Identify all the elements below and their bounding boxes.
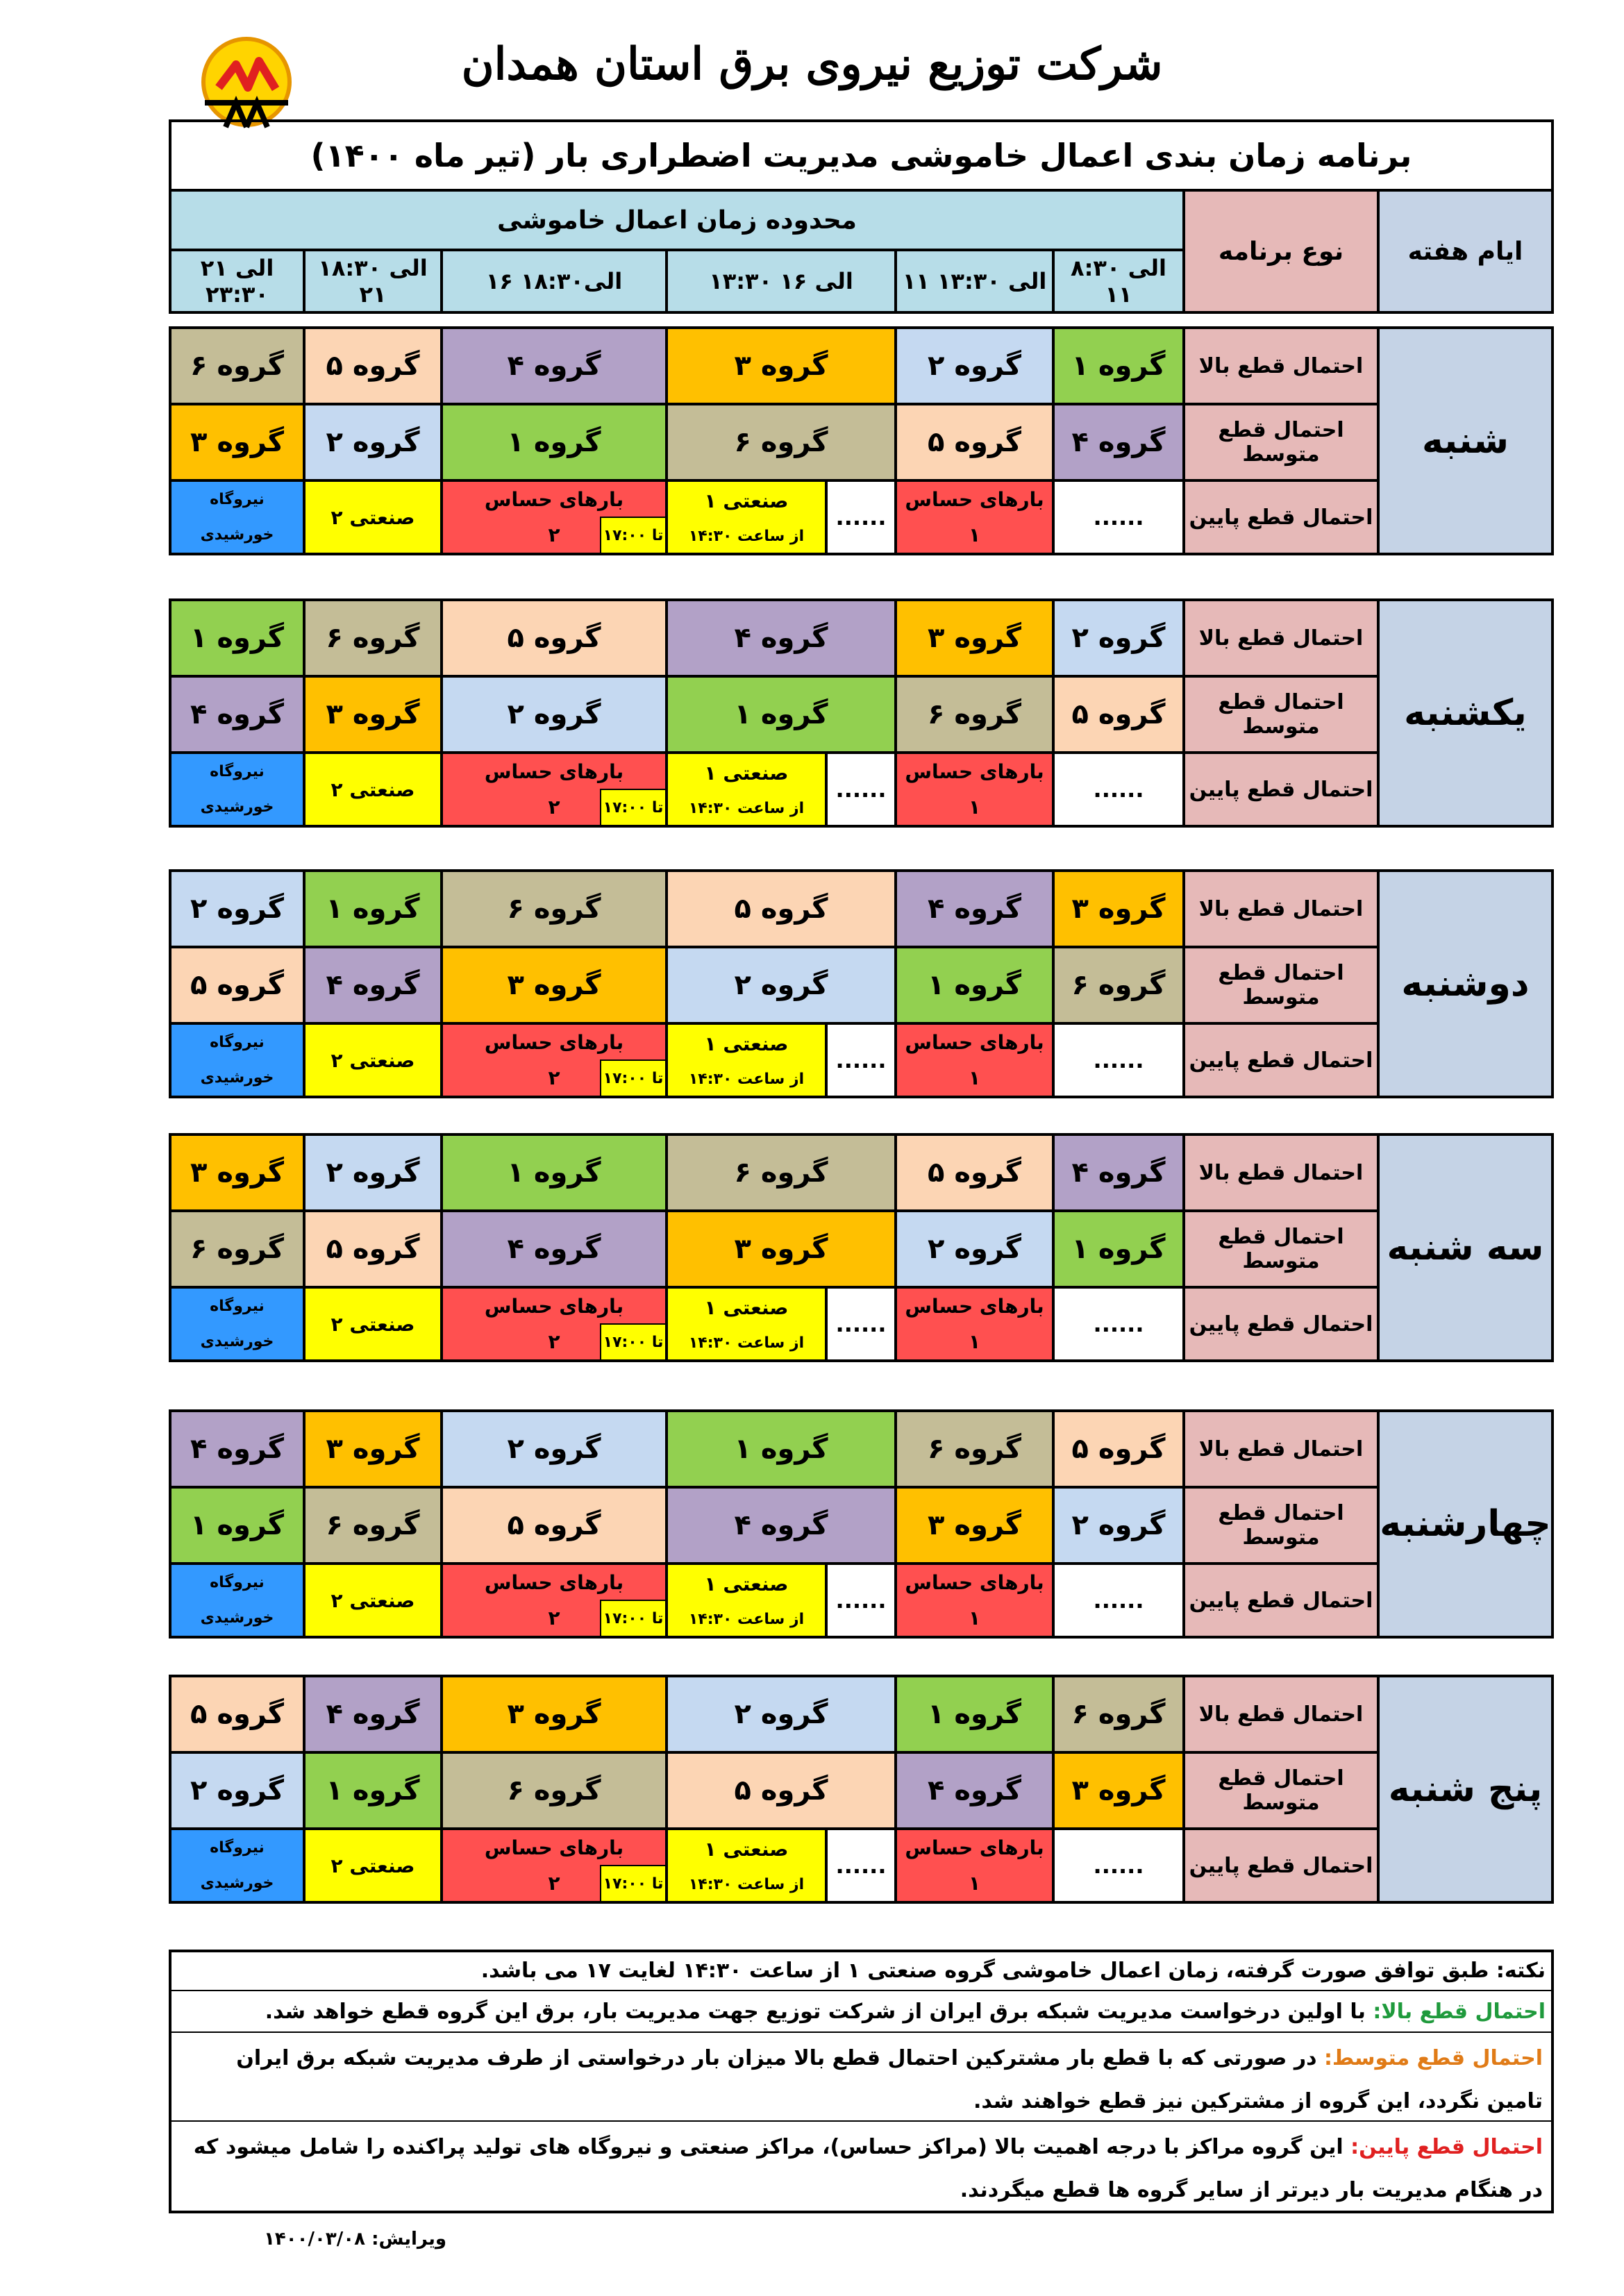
group-cell-high: گروه ۲	[442, 1411, 667, 1487]
group-cell-medium: گروه ۵	[896, 404, 1053, 480]
group-cell-high: گروه ۲	[667, 1676, 896, 1752]
group-cell-medium: گروه ۴	[442, 1211, 667, 1287]
sensitive-number: ۱	[968, 796, 981, 819]
group-cell-high: گروه ۳	[304, 1411, 442, 1487]
group-cell-medium: گروه ۳	[1053, 1752, 1184, 1829]
note-low-title: احتمال قطع پایین:	[1350, 2135, 1543, 2159]
industrial-1	[667, 480, 826, 554]
sensitive-number: ۲	[548, 1607, 560, 1629]
industrial-1-to: تا ۱۷:۰۰	[600, 789, 667, 826]
industrial-1-label: صنعتی ۱	[704, 1296, 789, 1319]
row-label-low: احتمال قطع پایین	[1184, 480, 1378, 554]
sensitive-label: بارهای حساس	[905, 1571, 1044, 1594]
company-logo	[198, 33, 295, 131]
group-cell-medium: گروه ۱	[896, 947, 1053, 1023]
group-cell-medium: گروه ۶	[896, 676, 1053, 753]
group-cell-medium: گروه ۳	[170, 404, 304, 480]
sensitive-label: بارهای حساس	[905, 1031, 1044, 1054]
group-cell-high: گروه ۱	[442, 1134, 667, 1211]
solar-label-1: نیروگاه	[210, 491, 265, 508]
solar-label-2: خورشیدی	[200, 1333, 274, 1350]
solar-plant	[170, 753, 304, 826]
sensitive-number: ۱	[968, 1607, 981, 1629]
group-cell-medium: گروه ۵	[304, 1211, 442, 1287]
day-name: سه شنبه	[1378, 1134, 1552, 1361]
group-cell-medium: گروه ۴	[304, 947, 442, 1023]
group-cell-high: گروه ۱	[667, 1411, 896, 1487]
group-cell-high: گروه ۶	[442, 871, 667, 947]
time-slot-6: ۲۱ الی ۲۳:۳۰	[170, 250, 304, 312]
group-cell-high: گروه ۴	[1053, 1134, 1184, 1211]
group-cell-high: گروه ۵	[304, 328, 442, 404]
group-cell-high: گروه ۵	[1053, 1411, 1184, 1487]
row-label-medium: احتمال قطع متوسط	[1184, 1752, 1378, 1829]
sensitive-loads-1	[896, 1287, 1053, 1361]
solar-plant	[170, 1829, 304, 1902]
low-empty-cell-2: ......	[826, 1023, 896, 1097]
time-slot-3: ۱۳:۳۰ الی ۱۶	[667, 250, 896, 312]
day-name: یکشنبه	[1378, 600, 1552, 826]
group-cell-medium: گروه ۲	[170, 1752, 304, 1829]
low-empty-cell-2: ......	[826, 480, 896, 554]
sensitive-label: بارهای حساس	[905, 1295, 1044, 1318]
row-label-medium: احتمال قطع متوسط	[1184, 404, 1378, 480]
sensitive-loads-1	[896, 753, 1053, 826]
group-cell-high: گروه ۱	[896, 1676, 1053, 1752]
sensitive-number: ۲	[548, 1872, 560, 1895]
row-label-high: احتمال قطع بالا	[1184, 600, 1378, 676]
group-cell-medium: گروه ۲	[304, 404, 442, 480]
group-cell-medium: گروه ۴	[667, 1487, 896, 1564]
solar-plant	[170, 1287, 304, 1361]
group-cell-medium: گروه ۱	[442, 404, 667, 480]
row-label-low: احتمال قطع پایین	[1184, 1287, 1378, 1361]
group-cell-high: گروه ۲	[170, 871, 304, 947]
time-range-header: محدوده زمان اعمال خاموشی	[170, 190, 1184, 250]
sensitive-label: بارهای حساس	[905, 1836, 1044, 1859]
group-cell-high: گروه ۵	[170, 1676, 304, 1752]
sensitive-number: ۱	[968, 1066, 981, 1089]
group-cell-high: گروه ۲	[1053, 600, 1184, 676]
sensitive-number: ۲	[548, 1330, 560, 1353]
group-cell-medium: گروه ۶	[1053, 947, 1184, 1023]
sensitive-label: بارهای حساس	[484, 1031, 624, 1054]
version-date: ویرایش: ۱۴۰۰/۰۳/۰۸	[264, 2229, 446, 2249]
group-cell-high: گروه ۳	[170, 1134, 304, 1211]
group-cell-high: گروه ۴	[170, 1411, 304, 1487]
row-label-high: احتمال قطع بالا	[1184, 1676, 1378, 1752]
group-cell-high: گروه ۳	[442, 1676, 667, 1752]
sensitive-label: بارهای حساس	[484, 1295, 624, 1318]
solar-label-1: نیروگاه	[210, 1839, 265, 1857]
row-label-high: احتمال قطع بالا	[1184, 328, 1378, 404]
row-label-high: احتمال قطع بالا	[1184, 1134, 1378, 1211]
day-name: دوشنبه	[1378, 871, 1552, 1097]
group-cell-high: گروه ۵	[896, 1134, 1053, 1211]
group-cell-high: گروه ۵	[442, 600, 667, 676]
low-empty-cell-2: ......	[826, 753, 896, 826]
row-label-low: احتمال قطع پایین	[1184, 1564, 1378, 1637]
group-cell-high: گروه ۱	[304, 871, 442, 947]
row-label-medium: احتمال قطع متوسط	[1184, 676, 1378, 753]
low-empty-cell: ......	[1053, 480, 1184, 554]
note-low-text: این گروه مراکز با درجه اهمیت بالا (مراکز حساس)، مراکز صنعتی و نیروگاه های تولید پراکنده را شامل میشود که در هنگام مدیریت بار دیرتر از سایر گروه ها قطع میگردند.	[193, 2135, 1543, 2202]
note-medium-text: در صورتی که با قطع بار مشترکین احتمال قطع بالا میزان بار درخواستی از طرف مدیریت شبکه برق ایران تامین نگردد، این گروه از مشترکین نیز قطع خواهند شد.	[236, 2046, 1543, 2113]
industrial-2: صنعتی ۲	[304, 1829, 442, 1902]
group-cell-medium: گروه ۲	[1053, 1487, 1184, 1564]
group-cell-high: گروه ۴	[304, 1676, 442, 1752]
sensitive-number: ۲	[548, 523, 560, 546]
sensitive-label: بارهای حساس	[484, 1571, 624, 1594]
low-empty-cell: ......	[1053, 1564, 1184, 1637]
industrial-1-from: از ساعت ۱۴:۳۰	[688, 1611, 805, 1628]
group-cell-high: گروه ۶	[896, 1411, 1053, 1487]
low-empty-cell-2: ......	[826, 1829, 896, 1902]
group-cell-medium: گروه ۶	[667, 404, 896, 480]
note-medium-title: احتمال قطع متوسط:	[1323, 2046, 1543, 2070]
group-cell-medium: گروه ۱	[304, 1752, 442, 1829]
row-label-high: احتمال قطع بالا	[1184, 1411, 1378, 1487]
schedule-title: برنامه زمان بندی اعمال خاموشی مدیریت اضطراری بار (تیر ماه ۱۴۰۰)	[170, 121, 1552, 190]
sensitive-number: ۱	[968, 523, 981, 546]
group-cell-high: گروه ۳	[1053, 871, 1184, 947]
group-cell-medium: گروه ۳	[667, 1211, 896, 1287]
group-cell-medium: گروه ۵	[667, 1752, 896, 1829]
industrial-1-label: صنعتی ۱	[704, 489, 789, 512]
industrial-2: صنعتی ۲	[304, 753, 442, 826]
group-cell-medium: گروه ۲	[896, 1211, 1053, 1287]
industrial-1	[667, 753, 826, 826]
row-label-low: احتمال قطع پایین	[1184, 1023, 1378, 1097]
group-cell-high: گروه ۶	[1053, 1676, 1184, 1752]
industrial-1-label: صنعتی ۱	[704, 1838, 789, 1861]
industrial-2: صنعتی ۲	[304, 1287, 442, 1361]
industrial-1-to: تا ۱۷:۰۰	[600, 1323, 667, 1361]
group-cell-medium: گروه ۵	[1053, 676, 1184, 753]
sensitive-label: بارهای حساس	[484, 488, 624, 511]
industrial-1-label: صنعتی ۱	[704, 762, 789, 785]
sensitive-label: بارهای حساس	[484, 1836, 624, 1859]
solar-label-1: نیروگاه	[210, 1034, 265, 1051]
group-cell-high: گروه ۵	[667, 871, 896, 947]
low-empty-cell: ......	[1053, 1829, 1184, 1902]
group-cell-medium: گروه ۲	[442, 676, 667, 753]
sensitive-label: بارهای حساس	[905, 760, 1044, 783]
sensitive-label: بارهای حساس	[484, 760, 624, 783]
industrial-1-label: صنعتی ۱	[704, 1032, 789, 1055]
group-cell-high: گروه ۳	[667, 328, 896, 404]
row-label-low: احتمال قطع پایین	[1184, 1829, 1378, 1902]
time-slot-1: ۸:۳۰ الی ۱۱	[1053, 250, 1184, 312]
group-cell-medium: گروه ۶	[442, 1752, 667, 1829]
day-name: چهارشنبه	[1378, 1411, 1552, 1637]
group-cell-high: گروه ۱	[1053, 328, 1184, 404]
group-cell-medium: گروه ۱	[1053, 1211, 1184, 1287]
industrial-1-from: از ساعت ۱۴:۳۰	[688, 1876, 805, 1893]
industrial-1-from: از ساعت ۱۴:۳۰	[688, 1334, 805, 1352]
sensitive-loads-1	[896, 480, 1053, 554]
group-cell-high: گروه ۲	[304, 1134, 442, 1211]
group-cell-high: گروه ۶	[170, 328, 304, 404]
row-label-high: احتمال قطع بالا	[1184, 871, 1378, 947]
solar-label-2: خورشیدی	[200, 798, 274, 816]
row-label-medium: احتمال قطع متوسط	[1184, 1487, 1378, 1564]
time-slot-2: ۱۱ الی ۱۳:۳۰	[896, 250, 1053, 312]
group-cell-high: گروه ۲	[896, 328, 1053, 404]
group-cell-medium: گروه ۴	[896, 1752, 1053, 1829]
group-cell-high: گروه ۶	[304, 600, 442, 676]
solar-label-2: خورشیدی	[200, 526, 274, 544]
time-slot-5: ۱۸:۳۰ الی ۲۱	[304, 250, 442, 312]
low-empty-cell: ......	[1053, 753, 1184, 826]
group-cell-high: گروه ۱	[170, 600, 304, 676]
industrial-2: صنعتی ۲	[304, 1023, 442, 1097]
program-type-header: نوع برنامه	[1184, 190, 1378, 312]
sensitive-label: بارهای حساس	[905, 488, 1044, 511]
note-medium	[170, 2033, 1552, 2122]
low-empty-cell-2: ......	[826, 1287, 896, 1361]
solar-label-2: خورشیدی	[200, 1069, 274, 1087]
low-empty-cell: ......	[1053, 1023, 1184, 1097]
industrial-1-to: تا ۱۷:۰۰	[600, 517, 667, 554]
solar-plant	[170, 1023, 304, 1097]
note-low	[170, 2122, 1552, 2212]
sensitive-loads-1	[896, 1564, 1053, 1637]
row-label-medium: احتمال قطع متوسط	[1184, 1211, 1378, 1287]
sensitive-number: ۲	[548, 796, 560, 819]
solar-plant	[170, 480, 304, 554]
sensitive-loads-1	[896, 1829, 1053, 1902]
note-high-title: احتمال قطع بالا:	[1373, 1999, 1546, 2024]
note-high-text: با اولین درخواست مدیریت شبکه برق ایران از شرکت توزیع جهت مدیریت بار، برق این گروه قطع خواهد شد.	[265, 1999, 1373, 2024]
weekday-header: ایام هفته	[1378, 190, 1552, 312]
group-cell-high: گروه ۴	[896, 871, 1053, 947]
industrial-1-to: تا ۱۷:۰۰	[600, 1059, 667, 1097]
industrial-1-to: تا ۱۷:۰۰	[600, 1600, 667, 1637]
group-cell-medium: گروه ۳	[896, 1487, 1053, 1564]
group-cell-medium: گروه ۲	[667, 947, 896, 1023]
company-title: شرکت توزیع نیروی برق استان همدان	[461, 38, 1163, 90]
sensitive-number: ۱	[968, 1872, 981, 1895]
day-name: شنبه	[1378, 328, 1552, 554]
solar-label-2: خورشیدی	[200, 1875, 274, 1892]
sensitive-number: ۲	[548, 1066, 560, 1089]
day-name: پنج شنبه	[1378, 1676, 1552, 1902]
industrial-1-label: صنعتی ۱	[704, 1573, 789, 1595]
industrial-1	[667, 1564, 826, 1637]
solar-label-1: نیروگاه	[210, 763, 265, 780]
group-cell-high: گروه ۳	[896, 600, 1053, 676]
group-cell-medium: گروه ۶	[304, 1487, 442, 1564]
solar-label-1: نیروگاه	[210, 1574, 265, 1591]
group-cell-medium: گروه ۱	[667, 676, 896, 753]
solar-label-1: نیروگاه	[210, 1298, 265, 1315]
solar-plant	[170, 1564, 304, 1637]
group-cell-medium: گروه ۶	[170, 1211, 304, 1287]
group-cell-high: گروه ۴	[667, 600, 896, 676]
industrial-2: صنعتی ۲	[304, 480, 442, 554]
industrial-1-from: از ساعت ۱۴:۳۰	[688, 1071, 805, 1088]
group-cell-high: گروه ۴	[442, 328, 667, 404]
industrial-1-to: تا ۱۷:۰۰	[600, 1865, 667, 1902]
group-cell-medium: گروه ۴	[1053, 404, 1184, 480]
row-label-low: احتمال قطع پایین	[1184, 753, 1378, 826]
group-cell-high: گروه ۶	[667, 1134, 896, 1211]
industrial-1	[667, 1287, 826, 1361]
industrial-1	[667, 1023, 826, 1097]
row-label-medium: احتمال قطع متوسط	[1184, 947, 1378, 1023]
low-empty-cell: ......	[1053, 1287, 1184, 1361]
industrial-2: صنعتی ۲	[304, 1564, 442, 1637]
industrial-1-from: از ساعت ۱۴:۳۰	[688, 800, 805, 817]
sensitive-number: ۱	[968, 1330, 981, 1353]
note-main: نکته: طبق توافق صورت گرفته، زمان اعمال خاموشی گروه صنعتی ۱ از ساعت ۱۴:۳۰ لغایت ۱۷ می باشد.	[170, 1951, 1552, 1991]
group-cell-medium: گروه ۱	[170, 1487, 304, 1564]
group-cell-medium: گروه ۵	[442, 1487, 667, 1564]
industrial-1	[667, 1829, 826, 1902]
group-cell-medium: گروه ۳	[304, 676, 442, 753]
time-slot-4: ۱۶ الی۱۸:۳۰	[442, 250, 667, 312]
sensitive-loads-1	[896, 1023, 1053, 1097]
industrial-1-from: از ساعت ۱۴:۳۰	[688, 528, 805, 545]
solar-label-2: خورشیدی	[200, 1609, 274, 1627]
note-high	[170, 1991, 1552, 2033]
low-empty-cell-2: ......	[826, 1564, 896, 1637]
group-cell-medium: گروه ۵	[170, 947, 304, 1023]
group-cell-medium: گروه ۴	[170, 676, 304, 753]
group-cell-medium: گروه ۳	[442, 947, 667, 1023]
